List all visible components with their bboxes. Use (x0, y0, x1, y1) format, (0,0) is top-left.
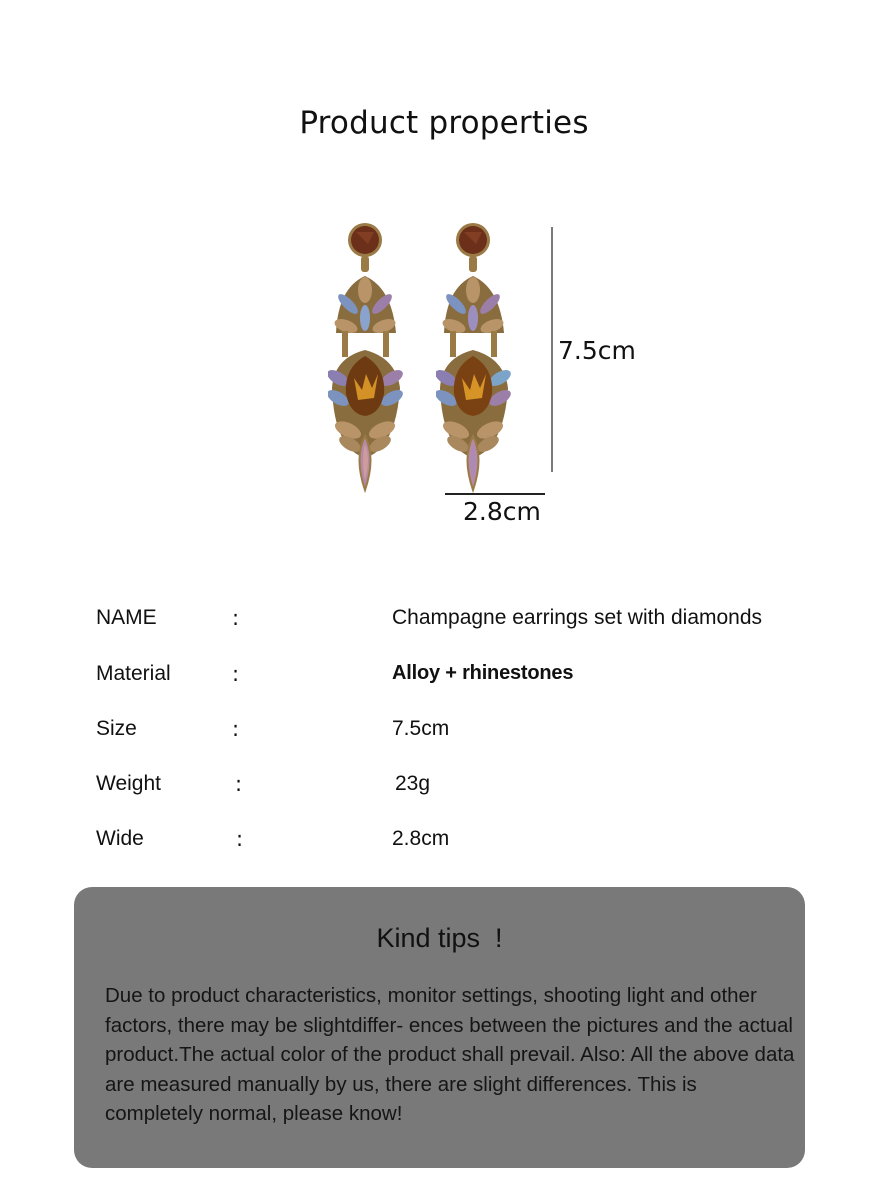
spec-label: Size (96, 717, 137, 740)
spec-separator: : (232, 717, 240, 741)
spec-separator: : (235, 772, 243, 796)
spec-value: 2.8cm (392, 827, 450, 850)
width-dimension-line (445, 493, 545, 495)
spec-label: NAME (96, 606, 157, 629)
spec-value: Alloy + rhinestones (392, 662, 574, 684)
earring-left-image (328, 218, 438, 503)
height-dimension-line (551, 227, 553, 472)
spec-value: 7.5cm (392, 717, 450, 740)
product-image (320, 210, 660, 540)
height-dimension-label: 7.5cm (558, 336, 636, 365)
spec-label: Wide (96, 827, 144, 850)
kind-tips-title: Kind tips ! (376, 923, 503, 953)
width-dimension-label: 2.8cm (463, 497, 541, 526)
spec-row-weight (0, 772, 888, 812)
spec-value: 23g (395, 772, 431, 795)
spec-label: Material (96, 662, 171, 685)
spec-separator: : (232, 606, 240, 630)
spec-separator: : (232, 662, 240, 686)
kind-tips-body: Due to product characteristics, monitor settings, shooting light and other factors, there may be slightdiffer- ences between the pictures and the actual product.The actual color of the product shall prevail. Also: All the above data are measured manually by us, there are slight differences. This is completely normal, please know! (105, 984, 795, 1125)
earring-right-image (436, 218, 546, 503)
kind-tips-box (74, 887, 805, 1168)
page-title: Product properties (299, 104, 589, 141)
spec-row-wide (0, 827, 888, 867)
spec-row-material (0, 662, 888, 702)
spec-value: Champagne earrings set with diamonds (392, 606, 763, 629)
spec-row-name (0, 606, 888, 646)
spec-row-size (0, 717, 888, 757)
spec-separator: : (236, 827, 244, 851)
spec-label: Weight (96, 772, 161, 795)
